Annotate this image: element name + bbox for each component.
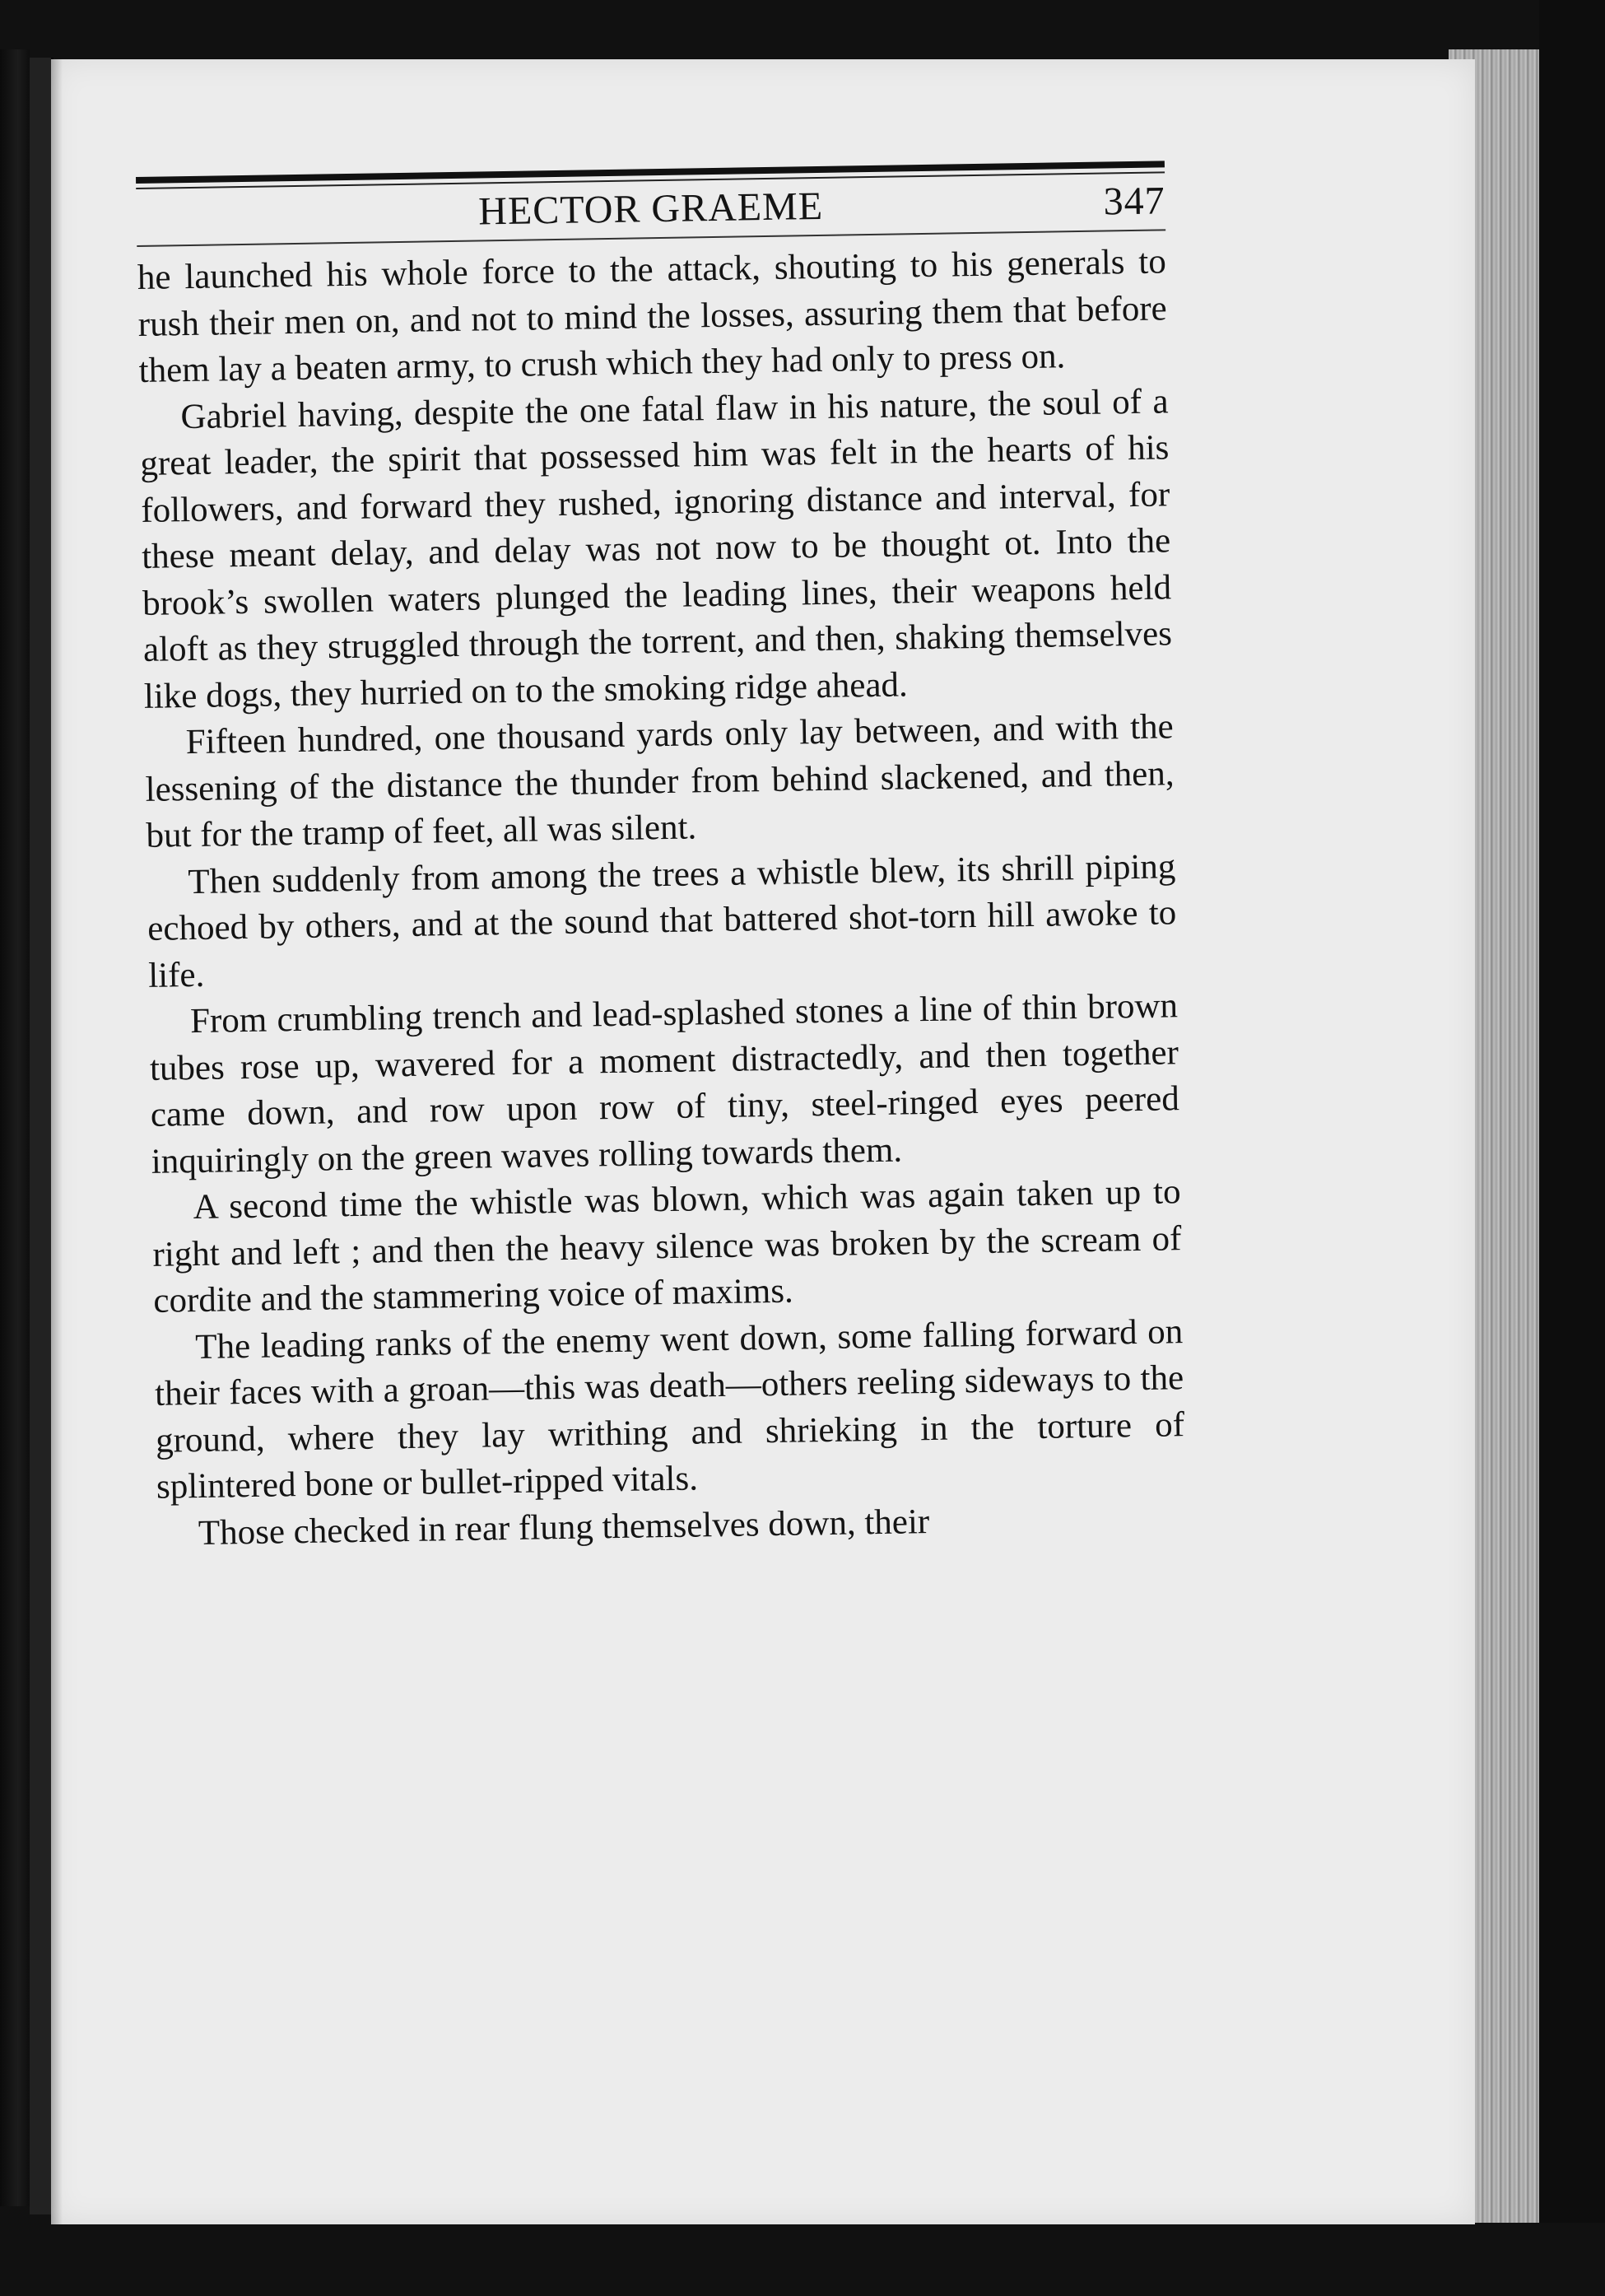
paragraph: A second time the whistle was blown, which was again taken up to right and left ; and then the heavy silence was broken by the scream of cordite and the stammering voice of maxims. (152, 1172, 1182, 1320)
scan-left-border (0, 49, 30, 2206)
paragraph: Those checked in rear flung themselves down, their (198, 1502, 930, 1553)
running-title: HECTOR GRAEME (477, 184, 824, 234)
paragraph: Then suddenly from among the trees a whistle blew, its shrill piping echoed by others, and at the sound that battered shot-torn hill awoke to life. (147, 846, 1177, 995)
paragraph: he launched his whole force to the attack, shouting to his generals to rush their men on, and not to mind the losses, assuring them that before them lay a beaten army, to crush which they had only to press on. (137, 242, 1168, 390)
running-head (136, 173, 1165, 245)
page-content (136, 161, 1186, 1557)
paragraph: Gabriel having, despite the one fatal flaw in his nature, the soul of a great leader, the spirit that possessed him was felt in the hearts of his followers, and forward they rushed, ignoring distance and interval, for these meant delay, and delay was not now to be thought ot. Into the brook’s swollen waters plunged the leading lines, their weapons held aloft as they struggled through the torrent, and then, shaking themselves like dogs, they hurried on to the smoking ridge ahead. (140, 381, 1173, 716)
page-number: 347 (1103, 179, 1166, 224)
book-binding-edge (30, 58, 54, 2214)
paragraph: From crumbling trench and lead-splashed stones a line of thin brown tubes rose up, wavered for a moment distractedly, and then together came down, and row upon row of tiny, steel-ringed eyes peered inquiringly on the green waves rolling towards them. (149, 986, 1180, 1181)
page-gutter-shadow (51, 59, 63, 2224)
scan-top-border (0, 0, 1605, 58)
paragraph: The leading ranks of the enemy went down, some falling forward on their faces with a groan—this was death—others reeling sideways to the ground, where they lay writhing and shrieking in the torture of splintered bone or bullet-ripped vitals. (154, 1311, 1185, 1507)
scan-bottom-border (0, 2223, 1605, 2296)
paragraph: Fifteen hundred, one thousand yards only lay between, and with the lessening of the distance the thunder from behind slackened, and then, but for the tramp of feet, all was silent. (145, 707, 1175, 855)
scan-right-border (1539, 0, 1605, 2296)
